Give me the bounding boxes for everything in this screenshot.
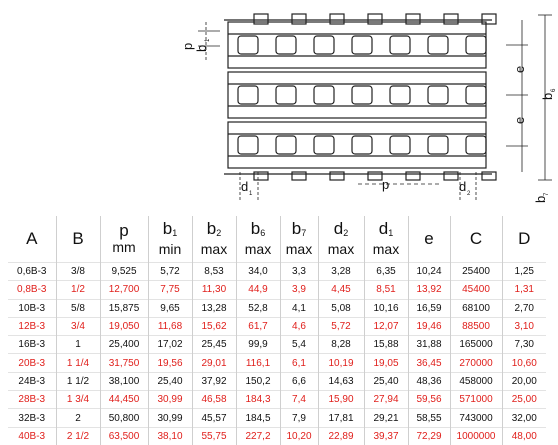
column-header-subscript: 1 <box>388 228 394 238</box>
table-cell: 1,25 <box>514 266 534 278</box>
column-header-9: e <box>408 216 450 263</box>
label-p-bottom: p <box>382 177 390 192</box>
table-cell: 19,050 <box>100 317 148 335</box>
table-cell: 2 <box>56 409 100 427</box>
table-cell: 7,30 <box>514 339 534 351</box>
table-cell: 40B-3 <box>8 427 56 445</box>
table-row <box>8 299 546 317</box>
table-cell: 31,88 <box>408 336 450 354</box>
label-b1-top: b <box>194 44 209 52</box>
column-header-subscript: 2 <box>343 228 349 238</box>
roller <box>276 136 296 154</box>
label-b7-sub: 7 <box>544 192 550 196</box>
column-header-subscript: 2 <box>216 228 222 238</box>
table-cell: 16,59 <box>408 299 450 317</box>
table-cell: 25,40 <box>364 372 408 390</box>
table-row <box>8 317 546 335</box>
table-cell: 44,9 <box>236 281 280 299</box>
table-cell: 3,10 <box>514 321 534 333</box>
table-cell: 1000000 <box>450 427 502 445</box>
column-header-1: B <box>56 216 100 263</box>
table-cell: 36,45 <box>408 354 450 372</box>
table-cell: 48,00 <box>511 430 537 442</box>
roller <box>428 136 448 154</box>
table-cell: 8,51 <box>364 281 408 299</box>
table-cell: 8,53 <box>192 263 236 281</box>
table-cell: 1 1/2 <box>56 372 100 390</box>
column-header-0: A <box>8 216 56 263</box>
table-row <box>8 391 546 409</box>
table-cell: 1 <box>56 336 100 354</box>
column-header-letter: b <box>291 219 302 238</box>
table-row <box>8 409 546 427</box>
strand-outline <box>228 72 486 118</box>
table-cell: 45,57 <box>192 409 236 427</box>
column-header-letter: b <box>250 219 261 238</box>
table-row <box>8 354 546 372</box>
table-cell: 31,750 <box>100 354 148 372</box>
table-cell: 45400 <box>450 281 502 299</box>
table-cell: 7,4 <box>280 391 318 409</box>
column-header-unit: max <box>327 241 355 257</box>
table-cell: 15,90 <box>318 391 364 409</box>
table-cell: 25,45 <box>192 336 236 354</box>
table-cell: 5,4 <box>280 336 318 354</box>
column-header-subscript: 1 <box>172 228 178 238</box>
table-cell: 25,00 <box>511 394 537 406</box>
table-cell: 165000 <box>450 336 502 354</box>
roller <box>428 86 448 104</box>
table-cell: 3,9 <box>280 281 318 299</box>
table-cell: 52,8 <box>236 299 280 317</box>
table-cell: 10B-3 <box>8 299 56 317</box>
triplex-chain-drawing <box>180 0 558 205</box>
table-cell: 0,8B-3 <box>8 281 56 299</box>
column-header-unit: max <box>372 241 400 257</box>
column-header-symbol <box>365 221 408 241</box>
table-cell: 10,20 <box>280 427 318 445</box>
table-cell: 10,60 <box>511 357 537 369</box>
pin-bottom <box>406 172 420 180</box>
table-row <box>8 372 546 390</box>
table-cell: 6,1 <box>280 354 318 372</box>
table-cell: 72,29 <box>408 427 450 445</box>
table-cell: 184,3 <box>236 391 280 409</box>
table-cell: 25400 <box>450 263 502 281</box>
table-header-row <box>8 216 546 263</box>
table-cell: 38,10 <box>148 427 192 445</box>
label-e-upper: e <box>512 65 527 73</box>
table-cell: 1 3/4 <box>56 391 100 409</box>
table-cell: 7,9 <box>280 409 318 427</box>
roller <box>466 136 486 154</box>
table-cell: 12,07 <box>364 317 408 335</box>
table-cell: 29,21 <box>364 409 408 427</box>
roller <box>428 36 448 54</box>
table-cell: 4,1 <box>280 299 318 317</box>
table-cell: 10,19 <box>318 354 364 372</box>
roller <box>352 136 372 154</box>
column-header-letter: d <box>333 219 344 238</box>
roller <box>352 86 372 104</box>
table-cell: 17,02 <box>148 336 192 354</box>
column-header-symbol <box>237 221 280 241</box>
table-row <box>8 281 546 299</box>
column-header-unit: max <box>200 241 228 257</box>
pin-bottom <box>482 172 496 180</box>
pin-bottom <box>444 172 458 180</box>
roller <box>314 86 334 104</box>
column-header-5 <box>236 216 280 263</box>
column-header-letter: d <box>378 219 389 238</box>
table-cell: 25,40 <box>148 372 192 390</box>
table-cell: 11,30 <box>192 281 236 299</box>
strand-outline <box>228 122 486 168</box>
table-cell: 38,100 <box>100 372 148 390</box>
table-cell: 88500 <box>450 317 502 335</box>
column-header-letter: b <box>206 219 217 238</box>
table-cell: 11,68 <box>148 317 192 335</box>
table-cell: 99,9 <box>236 336 280 354</box>
pin-bottom <box>368 172 382 180</box>
roller <box>314 36 334 54</box>
table-cell: 2 1/2 <box>56 427 100 445</box>
table-row <box>8 336 546 354</box>
table-cell: 37,92 <box>192 372 236 390</box>
roller <box>466 36 486 54</box>
table-cell: 24B-3 <box>8 372 56 390</box>
table-cell: 4,45 <box>318 281 364 299</box>
table-cell: 32B-3 <box>8 409 56 427</box>
table-cell: 571000 <box>450 391 502 409</box>
roller <box>390 86 410 104</box>
table-cell: 27,94 <box>364 391 408 409</box>
table-cell: 458000 <box>450 372 502 390</box>
roller <box>314 136 334 154</box>
label-b6-right: b <box>540 92 555 100</box>
strand-outline <box>228 22 486 68</box>
table-cell: 5,08 <box>318 299 364 317</box>
table-cell: 5,72 <box>318 317 364 335</box>
table-cell: 270000 <box>450 354 502 372</box>
table-cell: 743000 <box>450 409 502 427</box>
column-header-symbol <box>149 221 192 241</box>
label-d1-sub: 1 <box>249 191 253 197</box>
label-e-lower: e <box>512 116 527 124</box>
table-cell: 19,05 <box>364 354 408 372</box>
table-cell: 61,7 <box>236 317 280 335</box>
column-header-7 <box>318 216 364 263</box>
column-header-subscript: 7 <box>301 228 307 238</box>
label-d1: d <box>241 179 249 194</box>
table-cell: 25,400 <box>100 336 148 354</box>
table-cell: 1,31 <box>514 284 534 296</box>
table-cell: 8,28 <box>318 336 364 354</box>
table-cell: 34,0 <box>236 263 280 281</box>
table-cell: 10,16 <box>364 299 408 317</box>
roller <box>390 36 410 54</box>
table-cell: 28B-3 <box>8 391 56 409</box>
column-header-letter: p <box>119 221 129 240</box>
table-cell: 20B-3 <box>8 354 56 372</box>
label-b1-sub: 1 <box>205 38 211 42</box>
table-cell: 44,450 <box>100 391 148 409</box>
pin-bottom <box>254 172 268 180</box>
table-cell: 15,62 <box>192 317 236 335</box>
table-cell: 3/8 <box>56 263 100 281</box>
table-cell: 15,875 <box>100 299 148 317</box>
table-cell: 30,99 <box>148 391 192 409</box>
chain-spec-table <box>8 216 546 445</box>
table-cell: 22,89 <box>318 427 364 445</box>
table-cell: 16B-3 <box>8 336 56 354</box>
table-cell: 20,00 <box>511 375 537 387</box>
table-cell: 10,24 <box>408 263 450 281</box>
table-cell: 0,6B-3 <box>8 263 56 281</box>
table-cell: 3,28 <box>318 263 364 281</box>
table-cell: 5,72 <box>148 263 192 281</box>
chain-diagram <box>180 0 558 205</box>
column-header-symbol <box>101 223 148 239</box>
table-body <box>8 263 546 445</box>
roller <box>238 36 258 54</box>
table-cell: 30,99 <box>148 409 192 427</box>
table-cell: 29,01 <box>192 354 236 372</box>
table-cell: 12,700 <box>100 281 148 299</box>
column-header-symbol <box>193 221 236 241</box>
table-cell: 50,800 <box>100 409 148 427</box>
roller <box>352 36 372 54</box>
table-cell: 1/2 <box>56 281 100 299</box>
table-cell: 9,525 <box>100 263 148 281</box>
roller <box>276 36 296 54</box>
roller <box>276 86 296 104</box>
column-header-4 <box>192 216 236 263</box>
roller <box>466 86 486 104</box>
table-row <box>8 263 546 281</box>
column-header-11: D <box>518 229 531 248</box>
table-cell: 4,6 <box>280 317 318 335</box>
roller <box>238 86 258 104</box>
table-cell: 58,55 <box>408 409 450 427</box>
table-cell: 3/4 <box>56 317 100 335</box>
label-b6-sub: 6 <box>551 88 557 92</box>
column-header-unit: max <box>285 241 313 257</box>
table-cell: 6,35 <box>364 263 408 281</box>
table-cell: 9,65 <box>148 299 192 317</box>
table-cell: 116,1 <box>236 354 280 372</box>
label-d2: d <box>459 179 467 194</box>
roller <box>238 136 258 154</box>
column-header-unit: max <box>244 241 272 257</box>
table-cell: 63,500 <box>100 427 148 445</box>
label-b7: b <box>533 195 548 203</box>
pin-bottom <box>292 172 306 180</box>
column-header-6 <box>280 216 318 263</box>
table-cell: 12B-3 <box>8 317 56 335</box>
table-row <box>8 427 546 445</box>
table-cell: 68100 <box>450 299 502 317</box>
table-cell: 19,46 <box>408 317 450 335</box>
table-cell: 13,28 <box>192 299 236 317</box>
table-cell: 227,2 <box>236 427 280 445</box>
column-header-2 <box>100 216 148 263</box>
table-cell: 17,81 <box>318 409 364 427</box>
table-cell: 6,6 <box>280 372 318 390</box>
table-cell: 59,56 <box>408 391 450 409</box>
table-cell: 1 1/4 <box>56 354 100 372</box>
pin-bottom <box>330 172 344 180</box>
table-cell: 2,70 <box>514 302 534 314</box>
label-p-top: p <box>180 42 195 50</box>
table-cell: 150,2 <box>236 372 280 390</box>
column-header-3 <box>148 216 192 263</box>
column-header-8 <box>364 216 408 263</box>
table-cell: 14,63 <box>318 372 364 390</box>
table-cell: 184,5 <box>236 409 280 427</box>
table-cell: 13,92 <box>408 281 450 299</box>
label-d2-sub: 2 <box>467 191 471 197</box>
table-cell: 7,75 <box>148 281 192 299</box>
column-header-symbol <box>319 221 364 241</box>
table-cell: 39,37 <box>364 427 408 445</box>
table-cell: 32,00 <box>511 412 537 424</box>
column-header-symbol <box>281 221 318 241</box>
column-header-unit: mm <box>112 239 136 255</box>
column-header-subscript: 6 <box>260 228 266 238</box>
table-cell: 55,75 <box>192 427 236 445</box>
roller <box>390 136 410 154</box>
table-cell: 48,36 <box>408 372 450 390</box>
table-cell: 19,56 <box>148 354 192 372</box>
table-cell: 15,88 <box>364 336 408 354</box>
column-header-letter: b <box>162 219 173 238</box>
column-header-10: C <box>450 216 502 263</box>
table-cell: 3,3 <box>280 263 318 281</box>
column-header-unit: min <box>158 241 182 257</box>
table-cell: 5/8 <box>56 299 100 317</box>
table-cell: 46,58 <box>192 391 236 409</box>
